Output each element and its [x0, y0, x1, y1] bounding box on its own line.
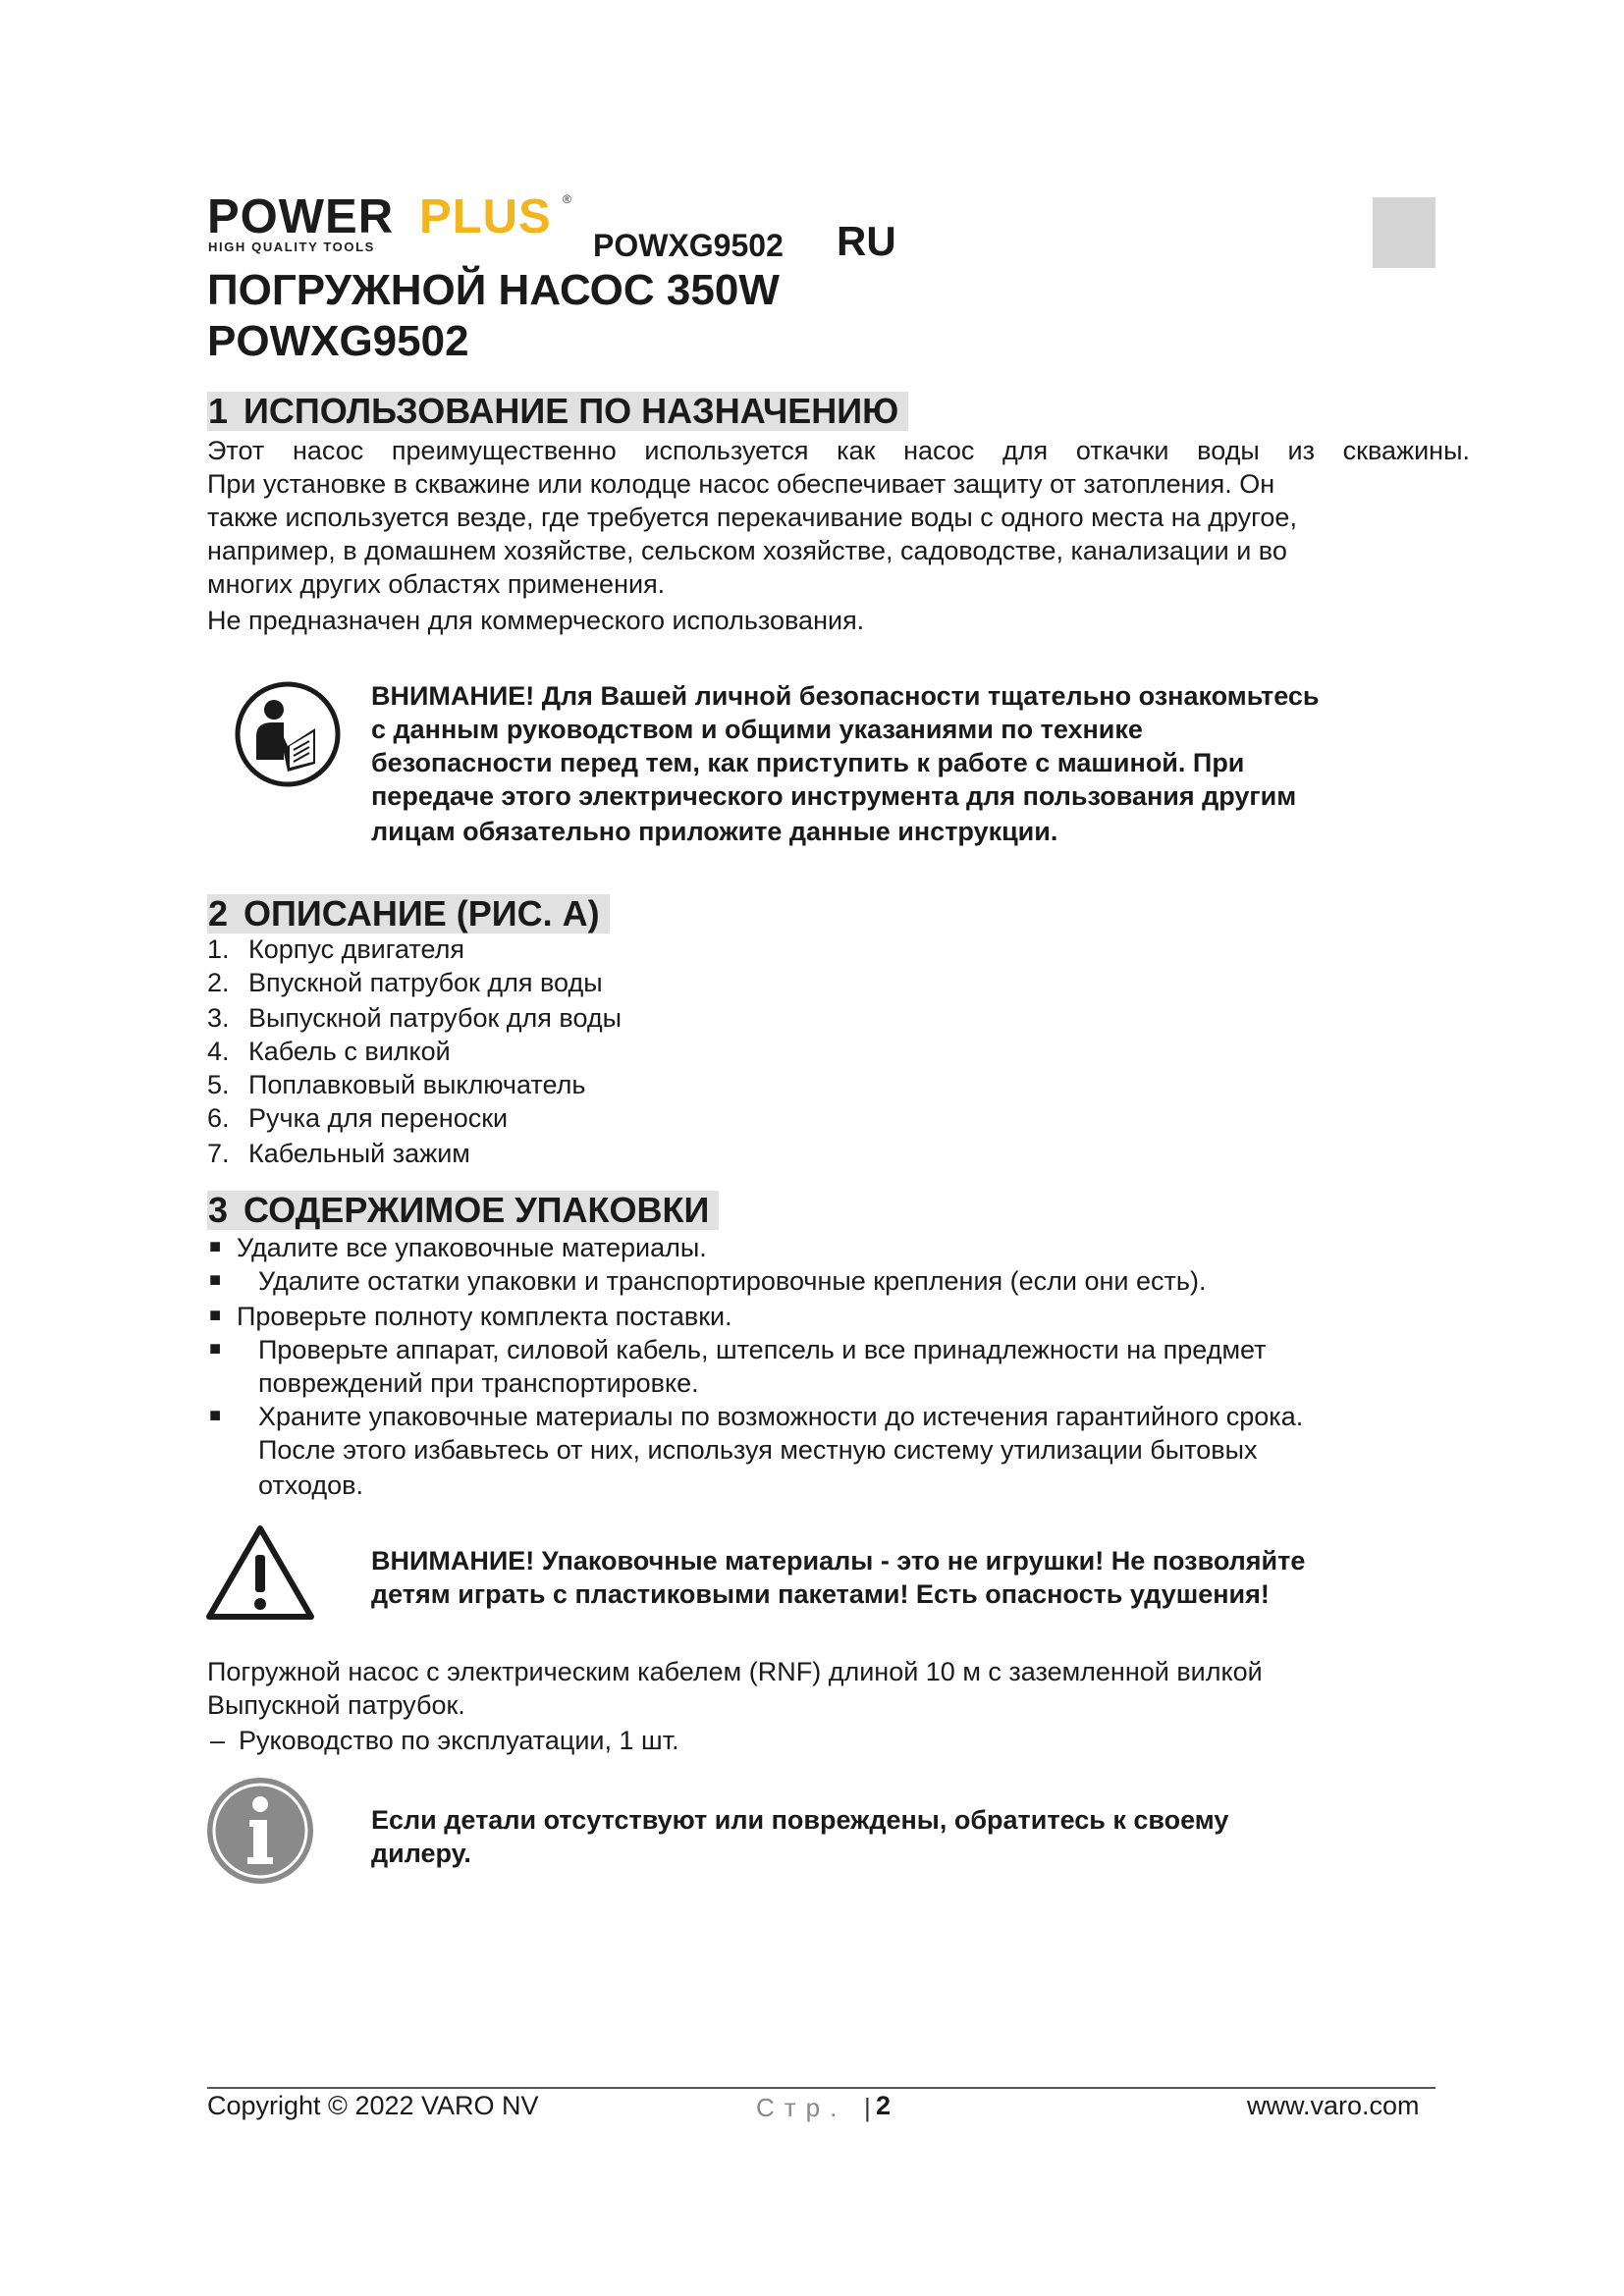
section-heading-intended-use	[207, 392, 908, 431]
bullet-text: Храните упаковочные материалы по возможности до истечения гарантийного срока.	[258, 1402, 1304, 1431]
bullet-icon: ■	[209, 1338, 222, 1360]
warning-triangle-icon	[204, 1523, 316, 1622]
footer-website: www.varo.com	[1247, 2091, 1420, 2120]
usage-note: Не предназначен для коммерческого использования.	[207, 606, 865, 635]
section-number: 3	[208, 1190, 229, 1230]
page-title-model: POWXG9502	[207, 317, 469, 365]
warning-line: ВНИМАНИЕ! Для Вашей личной безопасности тщательно ознакомьтесь	[371, 681, 1320, 711]
warning-line: лицам обязательно приложите данные инструкции.	[371, 817, 1058, 846]
bullet-text: Удалите остатки упаковки и транспортировочные крепления (если они есть).	[258, 1266, 1207, 1296]
info-icon	[204, 1775, 316, 1887]
section-title: СОДЕРЖИМОЕ УПАКОВКИ	[244, 1190, 710, 1230]
footer-separator: |	[864, 2093, 871, 2122]
bullet-text: Проверьте аппарат, силовой кабель, штепсель и все принадлежности на предмет	[258, 1335, 1267, 1364]
brand-logo	[207, 192, 570, 253]
contents-line: Погружной насос с электрическим кабелем (RNF) длиной 10 м с заземленной вилкой	[207, 1657, 1263, 1686]
read-manual-icon	[233, 679, 343, 789]
section-number: 1	[208, 391, 229, 431]
section-title: ОПИСАНИЕ (РИС. A)	[244, 893, 600, 934]
warning-line: ВНИМАНИЕ! Упаковочные материалы - это не игрушки! Не позволяйте	[371, 1546, 1306, 1575]
contents-line: Выпускной патрубок.	[207, 1690, 465, 1720]
warning-line: безопасности перед тем, как приступить к работе с машиной. При	[371, 748, 1245, 777]
section-number: 2	[208, 893, 229, 934]
brand-logo-registered: ®	[563, 192, 571, 206]
brand-tagline: HIGH QUALITY TOOLS	[208, 240, 375, 254]
list-item: 3. Выпускной патрубок для воды	[207, 1003, 623, 1033]
list-item: 2. Впускной патрубок для воды	[207, 968, 603, 997]
bullet-icon: ■	[209, 1305, 222, 1326]
section-heading-description	[207, 894, 610, 934]
warning-line: передаче этого электрического инструмента для пользования другим	[371, 781, 1297, 811]
bullet-icon: ■	[209, 1269, 222, 1291]
model-number: POWXG9502	[593, 228, 784, 263]
brand-logo-plus: PLUS	[419, 190, 552, 243]
page-title: ПОГРУЖНОЙ НАСОС 350W	[207, 266, 780, 314]
corner-tab	[1373, 197, 1435, 268]
bullet-icon: ■	[209, 1405, 222, 1426]
footer-page-number: 2	[876, 2091, 892, 2120]
paragraph-line: например, в домашнем хозяйстве, сельском хозяйстве, садоводстве, канализации и во	[207, 536, 1287, 565]
section-heading-package-contents	[207, 1191, 719, 1230]
section-title: ИСПОЛЬЗОВАНИЕ ПО НАЗНАЧЕНИЮ	[244, 391, 899, 431]
bullet-text-continued: повреждений при транспортировке.	[258, 1368, 699, 1398]
paragraph-line: Этот насос преимущественно используется как насос для откачки воды из скважины.	[207, 436, 1470, 465]
dash-marker: –	[210, 1726, 226, 1755]
paragraph-line: также используется везде, где требуется перекачивание воды с одного места на другое,	[207, 503, 1297, 532]
info-line: дилеру.	[371, 1839, 471, 1868]
bullet-text-continued: После этого избавьтесь от них, используя местную систему утилизации бытовых	[258, 1435, 1258, 1465]
bullet-icon: ■	[209, 1236, 222, 1257]
paragraph-line: многих других областях применения.	[207, 569, 666, 599]
list-item: 7. Кабельный зажим	[207, 1139, 470, 1168]
bullet-text-continued: отходов.	[258, 1470, 364, 1500]
language-code: RU	[837, 218, 896, 264]
footer-copyright: Copyright © 2022 VARO NV	[207, 2091, 539, 2120]
footer-page-label: Стр.	[756, 2093, 847, 2122]
list-item: 1. Корпус двигателя	[207, 934, 464, 964]
bullet-text: Удалите все упаковочные материалы.	[237, 1233, 707, 1262]
brand-logo-power: POWER	[207, 190, 395, 243]
contents-line: Руководство по эксплуатации, 1 шт.	[239, 1726, 679, 1755]
paragraph-line: При установке в скважине или колодце насос обеспечивает защиту от затопления. Он	[207, 469, 1275, 499]
warning-line: с данным руководством и общими указаниями по технике	[371, 715, 1143, 744]
list-item: 4. Кабель с вилкой	[207, 1037, 451, 1066]
list-item: 5. Поплавковый выключатель	[207, 1070, 586, 1099]
bullet-text: Проверьте полноту комплекта поставки.	[237, 1302, 732, 1331]
list-item: 6. Ручка для переноски	[207, 1103, 509, 1133]
info-line: Если детали отсутствуют или повреждены, обратитесь к своему	[371, 1805, 1229, 1835]
warning-line: детям играть с пластиковыми пакетами! Есть опасность удушения!	[371, 1579, 1270, 1609]
footer-divider	[207, 2087, 1435, 2089]
